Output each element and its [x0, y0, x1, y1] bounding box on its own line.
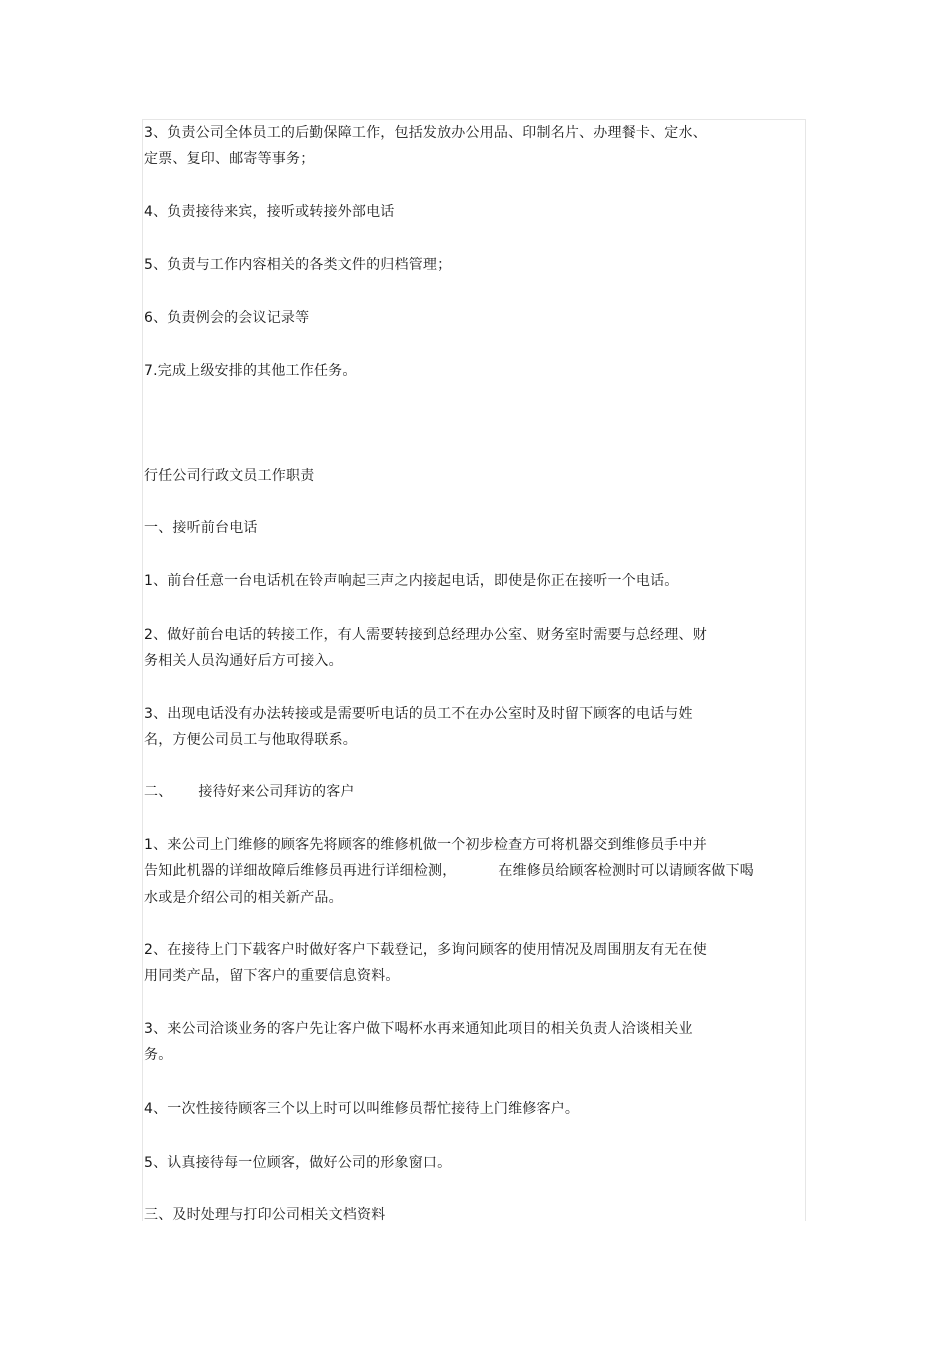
section-2-item-1-line-2-part-b: 在维修员给顾客检测时可以请顾客做下喝	[498, 863, 755, 879]
section-2-item-2-line-1: 2、在接待上门下载客户时做好客户下载登记，多询问顾客的使用情况及周围朋友有无在使	[144, 942, 707, 958]
section-2-item-3-line-1: 3、来公司洽谈业务的客户先让客户做下喝杯水再来通知此项目的相关负责人洽谈相关业	[144, 1021, 693, 1037]
section-1-item-3-line-1: 3、出现电话没有办法转接或是需要听电话的员工不在办公室时及时留下顾客的电话与姓	[144, 706, 693, 722]
duty-3-line-2: 定票、复印、邮寄等事务；	[144, 151, 315, 167]
duty-5: 5、负责与工作内容相关的各类文件的归档管理；	[144, 257, 452, 273]
duty-6: 6、负责例会的会议记录等	[144, 310, 310, 326]
section-2-item-1-line-2	[144, 862, 754, 880]
section-2-heading	[144, 783, 355, 801]
section-2-heading-text: 接待好来公司拜访的客户	[198, 784, 355, 800]
section-2-item-5: 5、认真接待每一位顾客，做好公司的形象窗口。	[144, 1155, 452, 1171]
section-2-heading-number: 二、	[144, 784, 173, 800]
page-frame	[142, 119, 806, 1221]
section-1-item-2-line-2: 务相关人员沟通好后方可接入。	[144, 653, 343, 669]
section-1-heading: 一、接听前台电话	[144, 520, 258, 536]
section-2-item-2-line-2: 用同类产品，留下客户的重要信息资料。	[144, 968, 400, 984]
section-title: 行任公司行政文员工作职责	[144, 468, 315, 484]
section-1-item-1: 1、前台任意一台电话机在铃声响起三声之内接起电话，即使是你正在接听一个电话。	[144, 573, 679, 589]
section-1-item-2-line-1: 2、做好前台电话的转接工作，有人需要转接到总经理办公室、财务室时需要与总经理、财	[144, 627, 707, 643]
duty-3-line-1: 3、负责公司全体员工的后勤保障工作，包括发放办公用品、印制名片、办理餐卡、定水、	[144, 125, 707, 141]
section-2-item-4: 4、一次性接待顾客三个以上时可以叫维修员帮忙接待上门维修客户。	[144, 1101, 580, 1117]
section-2-item-1-line-2-part-a: 告知此机器的详细故障后维修员再进行详细检测，	[144, 863, 457, 879]
section-2-item-1-line-3: 水或是介绍公司的相关新产品。	[144, 890, 343, 906]
section-1-item-3-line-2: 名，方便公司员工与他取得联系。	[144, 732, 357, 748]
section-2-item-1-line-1: 1、来公司上门维修的顾客先将顾客的维修机做一个初步检查方可将机器交到维修员手中并	[144, 837, 707, 853]
section-2-item-3-line-2: 务。	[144, 1047, 173, 1063]
duty-4: 4、负责接待来宾，接听或转接外部电话	[144, 204, 395, 220]
duty-7: 7.完成上级安排的其他工作任务。	[144, 363, 357, 379]
section-3-heading: 三、及时处理与打印公司相关文档资料	[144, 1207, 386, 1223]
